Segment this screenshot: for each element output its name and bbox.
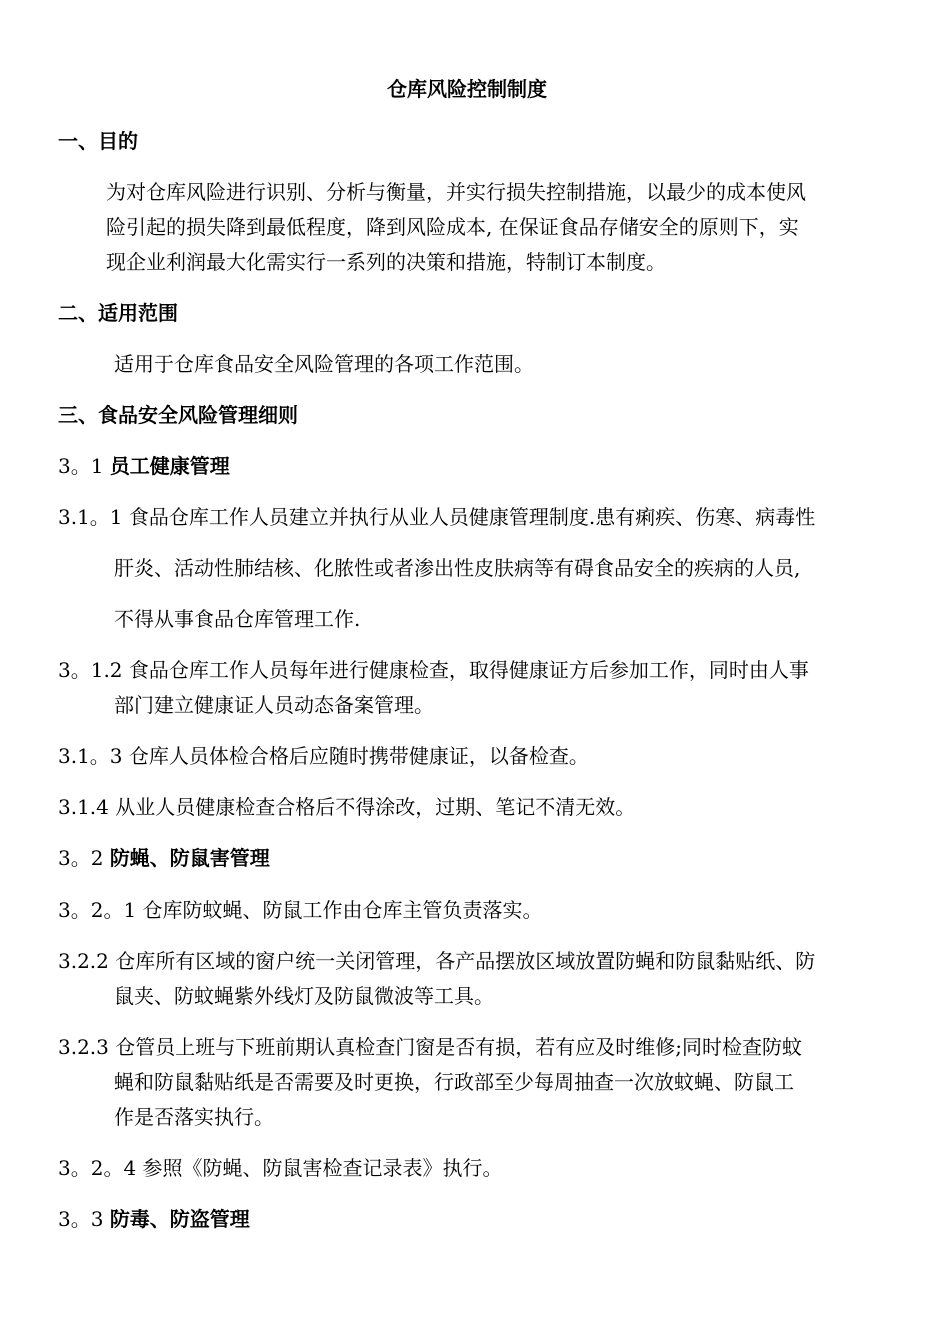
section-heading-purpose: 一、目的 bbox=[58, 129, 138, 153]
section-heading-rules: 三、食品安全风险管理细则 bbox=[58, 403, 298, 427]
subsection-title: 防毒、防盗管理 bbox=[109, 1207, 250, 1231]
purpose-text-line: 险引起的损失降到最低程度，降到风险成本, 在保证食品存储安全的原则下，实 bbox=[106, 215, 799, 239]
rule-item-3-2-4: 3。2。4 参照《防蝇、防鼠害检查记录表》执行。 bbox=[58, 1156, 503, 1180]
subsection-heading-security bbox=[58, 1206, 250, 1232]
document-title: 仓库风险控制制度 bbox=[387, 77, 547, 101]
purpose-text-line: 现企业利润最大化需实行一系列的决策和措施，特制订本制度。 bbox=[106, 250, 666, 274]
rule-item-3-2-3: 3.2.3 仓管员上班与下班前期认真检查门窗是否有损，若有应及时维修;同时检查防蚊 bbox=[58, 1035, 802, 1059]
rule-item-3-2-3-cont: 蝇和防鼠黏贴纸是否需要及时更换，行政部至少每周抽查一次放蚊蝇、防鼠工 bbox=[114, 1070, 794, 1094]
subsection-heading-health bbox=[58, 453, 230, 479]
rule-item-3-1-1-cont: 肝炎、活动性肺结核、化脓性或者渗出性皮肤病等有碍食品安全的疾病的人员, bbox=[114, 556, 801, 580]
rule-item-3-1-2: 3。1.2 食品仓库工作人员每年进行健康检查，取得健康证方后参加工作，同时由人事 bbox=[58, 658, 809, 682]
rule-item-3-1-4: 3.1.4 从业人员健康检查合格后不得涂改，过期、笔记不清无效。 bbox=[58, 795, 636, 819]
subsection-number: 3。3 bbox=[58, 1207, 110, 1231]
rule-item-3-2-1: 3。2。1 仓库防蚊蝇、防鼠工作由仓库主管负责落实。 bbox=[58, 898, 543, 922]
section-heading-scope: 二、适用范围 bbox=[58, 301, 178, 325]
rule-item-3-1-1-cont: 不得从事食品仓库管理工作. bbox=[114, 607, 361, 631]
rule-item-3-2-2-cont: 鼠夹、防蚊蝇紫外线灯及防鼠微波等工具。 bbox=[114, 984, 494, 1008]
subsection-title: 防蝇、防鼠害管理 bbox=[109, 846, 270, 870]
rule-item-3-2-3-cont: 作是否落实执行。 bbox=[114, 1105, 274, 1129]
subsection-number: 3。1 bbox=[58, 454, 110, 478]
rule-item-3-2-2: 3.2.2 仓库所有区域的窗户统一关闭管理，各产品摆放区域放置防蝇和防鼠黏贴纸、防 bbox=[58, 949, 816, 973]
scope-text-line: 适用于仓库食品安全风险管理的各项工作范围。 bbox=[114, 352, 534, 376]
rule-item-3-1-2-cont: 部门建立健康证人员动态备案管理。 bbox=[114, 693, 434, 717]
rule-item-3-1-1: 3.1。1 食品仓库工作人员建立并执行从业人员健康管理制度.患有痢疾、伤寒、病毒性 bbox=[58, 505, 816, 529]
subsection-heading-pest bbox=[58, 845, 270, 871]
subsection-title: 员工健康管理 bbox=[109, 454, 230, 478]
subsection-number: 3。2 bbox=[58, 846, 110, 870]
rule-item-3-1-3: 3.1。3 仓库人员体检合格后应随时携带健康证，以备检查。 bbox=[58, 744, 589, 768]
purpose-text-line: 为对仓库风险进行识别、分析与衡量，并实行损失控制措施，以最少的成本使风 bbox=[106, 180, 806, 204]
